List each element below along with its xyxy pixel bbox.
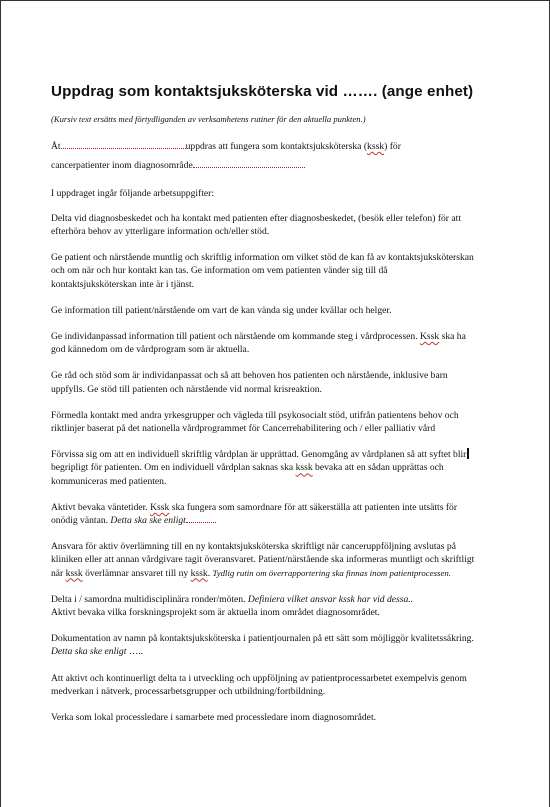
task-paragraph-3 <box>51 304 521 317</box>
text-span: när <box>51 567 66 579</box>
task-paragraph-1 <box>51 212 521 238</box>
italic-instruction: Definiera vilket ansvar kssk har vid dessa.. <box>247 593 414 605</box>
text-span: onödig väntan. <box>51 515 111 527</box>
text-span: Delta i / samordna multidisciplinära ronder/möten. <box>51 593 248 605</box>
spelling-word: Kssk <box>150 501 170 513</box>
text-line: Dokumentation av namn på kontaktsjuksköterska i patientjournalen på ett sätt som möjliggör kvalitetssäkring. <box>51 633 474 645</box>
text-line: kommuniceras med patienten. <box>51 475 167 487</box>
text-line: efterhöra behov av ytterligare information och/eller stöd. <box>51 226 270 238</box>
spelling-word: kssk <box>190 567 208 579</box>
text-cursor <box>467 448 469 459</box>
text-line: Verka som lokal processledare i samarbete med processledare inom diagnosområdet. <box>51 712 377 724</box>
intro-line2: cancerpatienter inom diagnosområde <box>51 160 193 172</box>
intro-at: Åt <box>51 141 61 153</box>
procedure-placeholder <box>186 514 216 523</box>
task-paragraph-7 <box>51 448 521 488</box>
text-line: kontaktsjuksköterskan inte är i tjänst. <box>51 278 195 290</box>
text-span: bevaka att en sådan upprättas och <box>312 462 444 474</box>
spelling-word: kssk <box>367 141 385 153</box>
text-line: uppfylls. Ge stöd till patienten och närstående vid normal krisreaktion. <box>51 383 322 395</box>
text-line: Att aktivt och kontinuerligt delta ta i utveckling och uppföljning av patientprocessarbetet exempelvis genom <box>51 672 467 684</box>
task-paragraph-12 <box>51 672 521 698</box>
italic-instruction: Detta ska ske enligt <box>110 515 186 527</box>
text-line: Aktivt bevaka vilka forskningsprojekt som är aktuella inom området diagnosområdet. <box>51 607 380 619</box>
instruction-note: (Kursiv text ersätts med förtydliganden av verksamhetens rutiner för den aktuella punkten.) <box>51 114 366 124</box>
text-span: överlämnar ansvaret till ny <box>82 567 191 579</box>
diagnosis-placeholder <box>193 159 305 168</box>
text-line: Delta vid diagnosbeskedet och ha kontakt med patienten efter diagnosbeskedet, (besök eller telefon) för att <box>51 212 461 224</box>
task-paragraph-5 <box>51 369 521 395</box>
text-span: begripligt för patienten. Om en individuell vårdplan saknas ska <box>51 462 296 474</box>
text-line: riktlinjer baserat på det nationella vårdprogrammet för Cancerrehabilitering och / eller palliativ vård <box>51 423 436 435</box>
page-frame-left <box>0 0 1 807</box>
text-line: Ge information till patient/närstående om vart de kan vända sig under kvällar och helger. <box>51 304 392 316</box>
text-line: kliniken eller att annan vårdgivare tagit överansvaret. Patient/närstående ska informeras muntligt och skriftligt <box>51 554 475 566</box>
text-line: Ansvara för aktiv överlämning till en ny kontaktsjuksköterska skriftligt när canceruppföljning avslutas på <box>51 541 456 553</box>
task-paragraph-13 <box>51 711 521 724</box>
task-paragraph-4 <box>51 330 521 356</box>
spelling-word: kssk <box>65 567 83 579</box>
task-paragraph-11 <box>51 632 521 658</box>
task-paragraph-6 <box>51 409 521 435</box>
task-paragraph-10 <box>51 593 521 619</box>
text-span: ska fungera som samordnare för att säkerställa att patienten inte utsätts för <box>169 501 458 513</box>
document-title: Uppdrag som kontaktsjuksköterska vid ……. (ange enhet) <box>51 83 474 100</box>
spelling-word: kssk <box>295 462 313 474</box>
intro-paragraph <box>51 140 521 172</box>
text-span: ….. <box>126 646 144 658</box>
text-span: Ge individanpassad information till patient och närstående om kommande steg i vårdprocessen. <box>51 331 420 343</box>
task-paragraph-9 <box>51 540 521 580</box>
spelling-word: Kssk <box>420 331 440 343</box>
italic-instruction: Tydlig rutin om överrapportering ska finnas inom patientprocessen. <box>212 567 451 578</box>
text-line: och om när och hur kontakt kan tas. Ge information om vem patienten vänder sig till då <box>51 265 388 277</box>
text-line: Ge råd och stöd som är individanpassat och så att behoven hos patienten och närstående, inklusive barn <box>51 370 448 382</box>
name-placeholder <box>61 140 186 149</box>
text-line: Förmedla kontakt med andra yrkesgrupper och vägleda till psykosocialt stöd, utifrån patientens behov och <box>51 409 459 421</box>
text-line: Ge patient och närstående muntlig och skriftlig information om vilket stöd de kan få av kontaktsjuksköterskan <box>51 252 474 264</box>
task-paragraph-2 <box>51 251 521 291</box>
italic-instruction: Detta ska ske enligt <box>51 646 127 658</box>
task-paragraph-8 <box>51 501 521 527</box>
text-span: ska ha <box>439 331 466 343</box>
intro-line1-end: ) för <box>384 141 401 153</box>
text-line: god kännedom om de vårdprogram som är aktuella. <box>51 344 250 356</box>
text-span: Förvissa sig om att en individuell skriftlig vårdplan är upprättad. Genomgång av vårdplanen så att syftet blir <box>51 449 467 461</box>
page-frame-top <box>0 0 550 1</box>
document-page <box>51 83 521 724</box>
text-span: . <box>207 567 213 579</box>
tasks-heading: I uppdraget ingår följande arbetsuppgifter: <box>51 187 215 199</box>
intro-line1: uppdras att fungera som kontaktsjuksköterska ( <box>185 141 368 153</box>
text-line: medverkan i nätverk, processarbetsgrupper och utbildning/fortbildning. <box>51 685 326 697</box>
text-span: Aktivt bevaka väntetider. <box>51 501 151 513</box>
